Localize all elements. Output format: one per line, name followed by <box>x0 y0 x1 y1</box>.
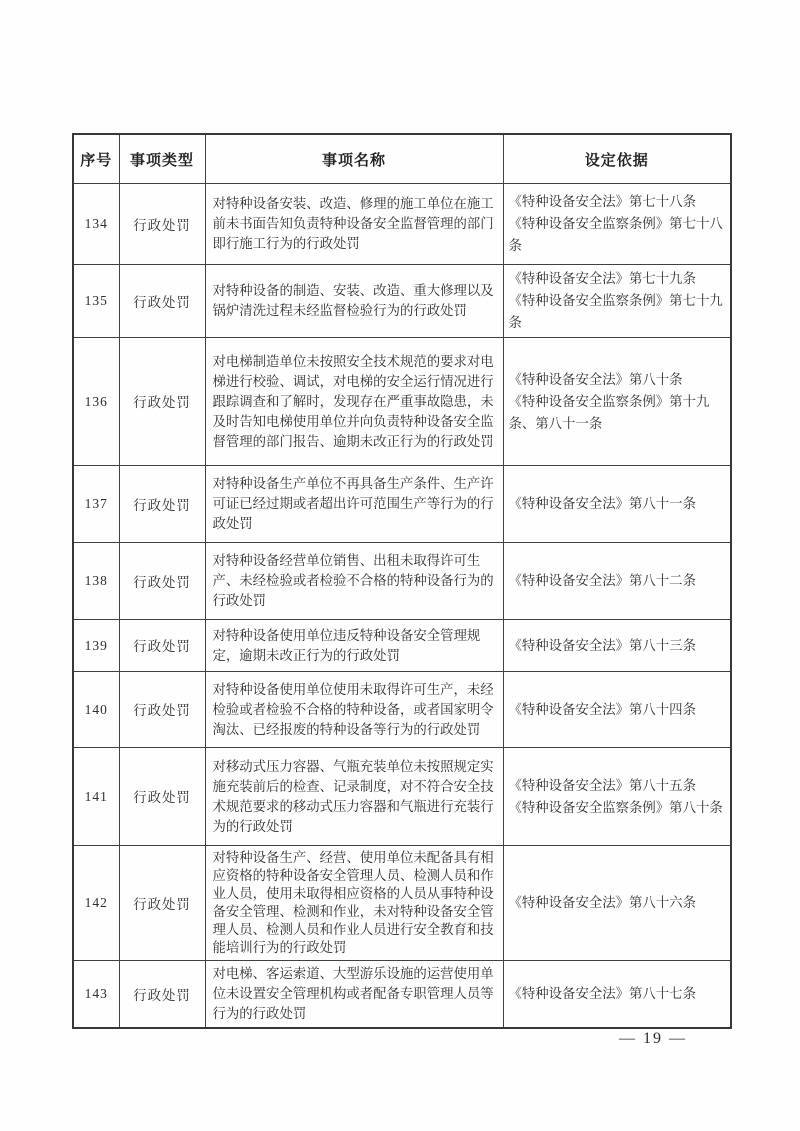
cell-name: 对特种设备生产、经营、使用单位未配备具有相应资格的特种设备安全管理人员、检测人员和作业人员，使用未取得相应资格的人员从事特种设备安全管理、检测和作业，未对特种设备安全管理人员、检测人员和作业人员进行安全教育和技能培训行为的行政处罚 <box>205 846 503 961</box>
page-number: — 19 — <box>619 1030 687 1047</box>
basis-line: 《特种设备安全法》第八十七条 <box>508 986 696 1001</box>
cell-no: 139 <box>73 620 119 672</box>
cell-basis <box>503 338 731 466</box>
cell-type: 行政处罚 <box>119 184 205 265</box>
cell-name: 对特种设备的制造、安装、改造、重大修理以及锅炉清洗过程未经监督检验行为的行政处罚 <box>205 265 503 338</box>
table-row <box>73 466 731 543</box>
basis-line: 《特种设备安全法》第八十一条 <box>508 496 696 511</box>
cell-name: 对特种设备经营单位销售、出租未取得许可生产、未经检验或者检验不合格的特种设备行为的行政处罚 <box>205 543 503 620</box>
table-row <box>73 543 731 620</box>
col-header-basis: 设定依据 <box>503 134 731 184</box>
cell-name: 对移动式压力容器、气瓶充装单位未按照规定实施充装前后的检查、记录制度，对不符合安全技术规范要求的移动式压力容器和气瓶进行充装行为的行政处罚 <box>205 748 503 846</box>
cell-type: 行政处罚 <box>119 466 205 543</box>
cell-basis <box>503 184 731 265</box>
cell-name: 对特种设备使用单位违反特种设备安全管理规定，逾期未改正行为的行政处罚 <box>205 620 503 672</box>
table-row <box>73 184 731 265</box>
cell-type: 行政处罚 <box>119 846 205 961</box>
cell-type: 行政处罚 <box>119 338 205 466</box>
table-row <box>73 338 731 466</box>
cell-no: 140 <box>73 672 119 748</box>
cell-basis <box>503 672 731 748</box>
basis-line: 《特种设备安全法》第八十二条 <box>508 573 696 588</box>
cell-name: 对特种设备安装、改造、修理的施工单位在施工前未书面告知负责特种设备安全监督管理的部门即行施工行为的行政处罚 <box>205 184 503 265</box>
cell-type: 行政处罚 <box>119 620 205 672</box>
col-header-name: 事项名称 <box>205 134 503 184</box>
cell-basis <box>503 961 731 1029</box>
basis-line: 《特种设备安全法》第八十条 <box>508 371 683 387</box>
table-row <box>73 672 731 748</box>
cell-no: 138 <box>73 543 119 620</box>
cell-name: 对特种设备使用单位使用未取得许可生产，未经检验或者检验不合格的特种设备，或者国家明令淘汰、已经报废的特种设备等行为的行政处罚 <box>205 672 503 748</box>
cell-no: 136 <box>73 338 119 466</box>
cell-no: 142 <box>73 846 119 961</box>
table-row <box>73 748 731 846</box>
table-row <box>73 265 731 338</box>
table-row <box>73 961 731 1029</box>
cell-type: 行政处罚 <box>119 748 205 846</box>
basis-line: 《特种设备安全法》第七十八条 <box>508 194 696 209</box>
records-table <box>72 133 732 1029</box>
cell-basis <box>503 748 731 846</box>
basis-line: 《特种设备安全法》第八十五条 <box>508 777 696 793</box>
cell-name: 对电梯制造单位未按照安全技术规范的要求对电梯进行校验、调试，对电梯的安全运行情况进行跟踪调查和了解时，发现存在严重事故隐患，未及时告知电梯使用单位并向负责特种设备安全监督管理的部门报告、逾期未改正行为的行政处罚 <box>205 338 503 466</box>
basis-line: 《特种设备安全监察条例》第八十条 <box>508 799 723 815</box>
cell-basis <box>503 543 731 620</box>
cell-name: 对特种设备生产单位不再具备生产条件、生产许可证已经过期或者超出许可范围生产等行为的行政处罚 <box>205 466 503 543</box>
basis-line: 《特种设备安全法》第七十九条 <box>508 271 696 286</box>
col-header-type: 事项类型 <box>119 134 205 184</box>
cell-name: 对电梯、客运索道、大型游乐设施的运营使用单位未设置安全管理机构或者配备专职管理人员等行为的行政处罚 <box>205 961 503 1029</box>
cell-no: 135 <box>73 265 119 338</box>
table-row <box>73 620 731 672</box>
basis-line: 《特种设备安全法》第八十四条 <box>508 701 696 717</box>
cell-basis <box>503 466 731 543</box>
cell-basis <box>503 265 731 338</box>
header-row <box>73 134 731 184</box>
basis-line: 《特种设备安全监察条例》第七十九条 <box>508 293 723 330</box>
basis-line: 《特种设备安全监察条例》第七十八条 <box>508 216 723 253</box>
cell-type: 行政处罚 <box>119 543 205 620</box>
col-header-no: 序号 <box>73 134 119 184</box>
cell-no: 143 <box>73 961 119 1029</box>
cell-basis <box>503 620 731 672</box>
cell-type: 行政处罚 <box>119 672 205 748</box>
table-row <box>73 846 731 961</box>
cell-type: 行政处罚 <box>119 265 205 338</box>
cell-basis <box>503 846 731 961</box>
basis-line: 《特种设备安全法》第八十六条 <box>508 895 696 910</box>
cell-type: 行政处罚 <box>119 961 205 1029</box>
cell-no: 141 <box>73 748 119 846</box>
basis-line: 《特种设备安全法》第八十三条 <box>508 637 696 653</box>
cell-no: 137 <box>73 466 119 543</box>
cell-no: 134 <box>73 184 119 265</box>
basis-line: 《特种设备安全监察条例》第十九条、第八十一条 <box>508 393 710 431</box>
